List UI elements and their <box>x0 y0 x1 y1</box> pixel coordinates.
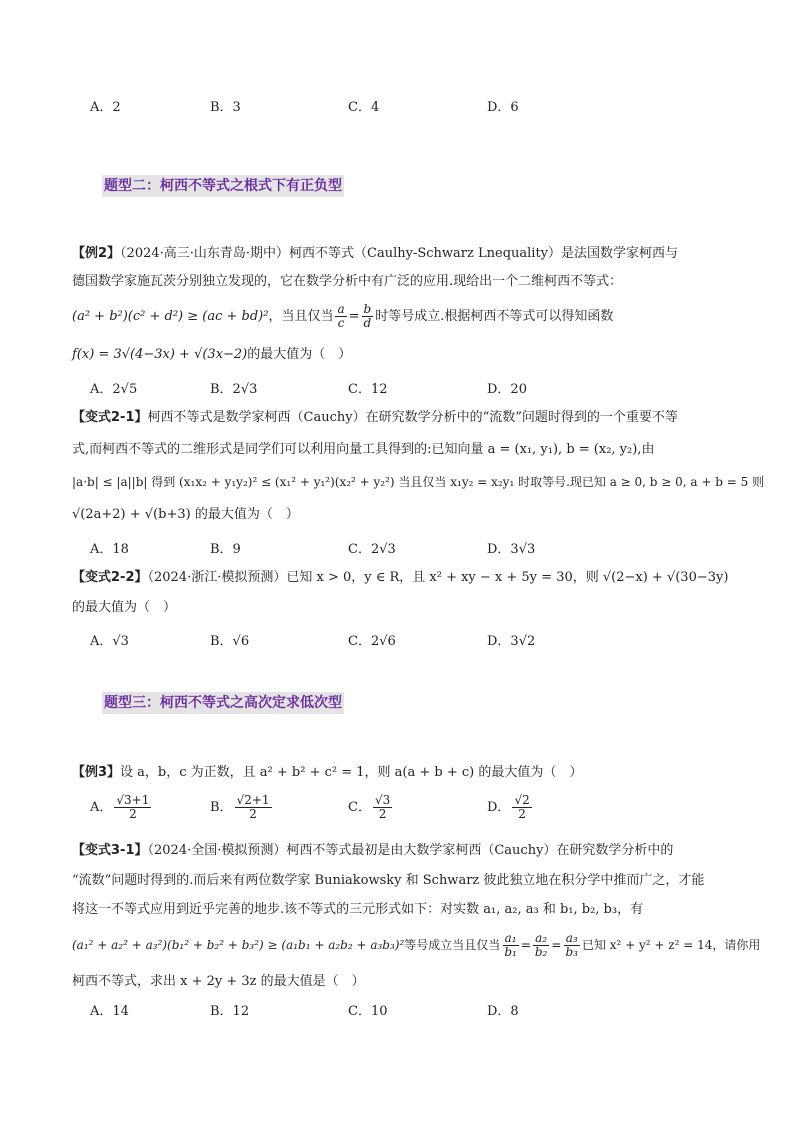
variant-3-1-text-1: （2024·全国·模拟预测）柯西不等式最初是由大数学家柯西（Cauchy）在研究数学分析中的 <box>147 843 674 858</box>
variant-3-1-line-3: 将这一不等式应用到近乎完善的地步.该不等式的三元形式如下：对实数 a₁, a₂, a₃ 和 b₁, b₂, b₃，有 <box>72 902 644 917</box>
variant-2-1-text-1: 柯西不等式是数学家柯西（Cauchy）在研究数学分析中的“流数”问题时得到的一个重要不等 <box>147 410 678 425</box>
option-d: D．3√2 <box>487 634 536 649</box>
example-2-line-4 <box>72 345 351 365</box>
prev-question-options <box>90 96 650 118</box>
example-3-line-1 <box>72 763 582 783</box>
variant-2-1-line-3: |a·b| ≤ |a||b| 得到 (x₁x₂ + y₁y₂)² ≤ (x₁² + y₁²)(x₂² + y₂²) 当且仅当 x₁y₂ = x₂y₁ 时取等号.现已知 a ≥ 0, b ≥ 0, a + b = 5 则 <box>72 475 765 489</box>
condition-suffix: 时等号成立.根据柯西不等式可以得知函数 <box>375 309 614 324</box>
variant-2-1-options <box>90 538 650 560</box>
option-b: B．√6 <box>210 634 250 649</box>
variant-3-1-line-1 <box>72 841 673 861</box>
example-2-line-1 <box>72 244 678 264</box>
option-d-fraction: $\frac{√2}{2}$ <box>514 793 530 821</box>
option-c-fraction: $\frac{√3}{2}$ <box>374 793 391 821</box>
option-b: B．12 <box>210 1004 250 1019</box>
fraction-a2-b2: $\frac{\text{a₂}}{\text{b₂}}$ <box>534 931 548 959</box>
section-heading-2: 题型二：柯西不等式之根式下有正负型 <box>102 175 344 197</box>
option-b: B．3 <box>210 100 241 115</box>
option-b: B．9 <box>210 542 241 557</box>
option-d: D．3√3 <box>487 542 536 557</box>
option-c: C． $\frac{√3}{2}$ <box>348 793 391 821</box>
variant-2-1-line-1 <box>72 408 678 428</box>
example-3-text-1: 设 a，b，c 为正数，且 a² + b² + c² = 1，则 a(a + b + c) 的最大值为（ ） <box>120 765 583 780</box>
variant-3-1-line-5: 柯西不等式，求出 x + 2y + 3z 的最大值是（ ） <box>72 974 365 989</box>
example-2-tag: 【例2】 <box>72 246 121 261</box>
variant-3-1-line-2: “流数”问题时得到的.而后来有两位数学家 Buniakowsky 和 Schwarz 彼此独立地在积分学中推而广之，才能 <box>72 873 705 888</box>
variant-2-2-tag: 【变式2-2】 <box>72 570 148 585</box>
variant-2-2-options <box>90 630 650 652</box>
fraction-a3-b3: $\frac{\text{a₃}}{\text{b₃}}$ <box>565 931 578 959</box>
option-c: C．2√6 <box>348 634 396 649</box>
function-question: 的最大值为（ ） <box>247 347 352 362</box>
function-f: f(x) = 3√(4−3x) + √(3x−2) <box>72 347 248 362</box>
example-3-options <box>90 794 650 834</box>
option-c: C．4 <box>348 100 380 115</box>
option-d: D． $\frac{√2}{2}$ <box>487 793 530 821</box>
option-b: B． $\frac{√2+1}{2}$ <box>210 793 270 821</box>
option-a: A．18 <box>90 542 129 557</box>
fraction-a1-b1: $\frac{\text{a₁}}{\text{b₁}}$ <box>504 931 517 959</box>
variant-3-1-tag: 【变式3-1】 <box>72 843 148 858</box>
option-d: D．20 <box>487 382 527 397</box>
variant-2-2-line-1 <box>72 568 728 588</box>
variant-3-1-options <box>90 1000 650 1022</box>
option-b-fraction: $\frac{√2+1}{2}$ <box>236 793 270 821</box>
variant-2-1-line-2: 式,而柯西不等式的二维形式是同学们可以利用向量工具得到的:已知向量 a = (x₁, y₁), b = (x₂, y₂),由 <box>72 442 655 457</box>
fraction-b-over-d: $\frac{b}{d}$ <box>363 302 372 330</box>
example-2-options <box>90 378 650 400</box>
option-c: C．10 <box>348 1004 388 1019</box>
example-3-tag: 【例3】 <box>72 765 121 780</box>
equals-sign: = <box>348 309 360 324</box>
option-c: C．12 <box>348 382 388 397</box>
option-c: C．2√3 <box>348 542 396 557</box>
option-a-fraction: $\frac{√3+1}{2}$ <box>116 793 150 821</box>
option-a: A． $\frac{√3+1}{2}$ <box>90 793 150 821</box>
option-a: A．√3 <box>90 634 129 649</box>
option-b: B．2√3 <box>210 382 258 397</box>
example-2-text-1: （2024·高三·山东青岛·期中）柯西不等式（Caulhy-Schwarz Lnequality）是法国数学家柯西与 <box>120 246 679 261</box>
condition-suffix: 已知 x² + y² + z² = 14，请你用 <box>581 938 761 952</box>
option-a: A．14 <box>90 1004 129 1019</box>
condition-prefix: 等号成立当且仅当 <box>404 938 501 952</box>
example-2-line-2: 德国数学家施瓦茨分别独立发现的，它在数学分析中有广泛的应用.现给出一个二维柯西不等式： <box>72 274 623 289</box>
option-d: D．6 <box>487 100 519 115</box>
option-a: A．2 <box>90 100 121 115</box>
condition-prefix: ，当且仅当 <box>268 309 334 324</box>
example-2-line-3 <box>72 300 613 334</box>
variant-3-1-line-4: (a₁² + a₂² + a₃²)(b₁² + b₂² + b₃²) ≥ (a₁b₁ + a₂b₂ + a₃b₃)²等号成立当且仅当 $\frac{\text{a₁}}{\text{b₁}}$ = $\frac{\text{a₂}}{\text{b₂}}$ = $\frac{\text{a₃}}{\text{b₃}}$ 已知 x² + y² + z² = 14，请你用 <box>72 931 761 959</box>
fraction-a-over-c: $\frac{a}{c}$ <box>337 302 345 330</box>
variant-2-2-text-1: （2024·浙江·模拟预测）已知 x > 0，y ∈ R，且 x² + xy − x + 5y = 30，则 √(2−x) + √(30−3y) <box>147 570 729 585</box>
option-d: D．8 <box>487 1004 519 1019</box>
cauchy-3d-inequality: (a₁² + a₂² + a₃²)(b₁² + b₂² + b₃²) ≥ (a₁b₁ + a₂b₂ + a₃b₃)² <box>72 938 405 952</box>
cauchy-2d-inequality: (a² + b²)(c² + d²) ≥ (ac + bd)² <box>72 309 269 324</box>
variant-2-2-line-2: 的最大值为（ ） <box>72 600 177 615</box>
option-a: A．2√5 <box>90 382 138 397</box>
variant-2-1-tag: 【变式2-1】 <box>72 410 148 425</box>
variant-2-1-line-4: √(2a+2) + √(b+3) 的最大值为（ ） <box>72 507 299 522</box>
section-heading-3: 题型三：柯西不等式之高次定求低次型 <box>102 692 344 714</box>
